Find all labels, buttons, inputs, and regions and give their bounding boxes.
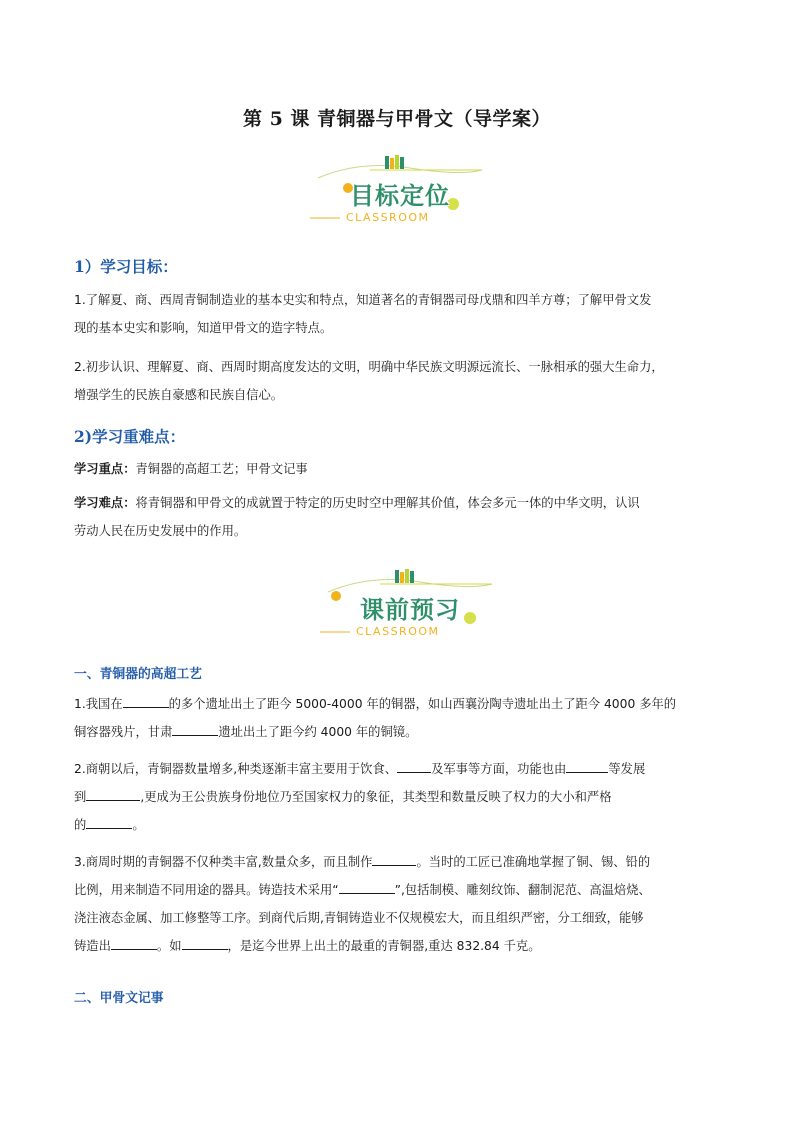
difficult-point-line2: 劳动人民在历史发展中的作用。 <box>74 524 247 538</box>
part-heading-bronze: 一、青铜器的高超工艺 <box>74 667 202 682</box>
key-point-label: 学习重点： <box>74 462 136 476</box>
goal-item-1-line2: 现的基本史实和影响，知道甲骨文的造字特点。 <box>74 321 333 335</box>
q1-text-a: 1.我国在 <box>74 697 123 711</box>
banner-subtitle: CLASSROOM <box>356 625 440 638</box>
fill-blank[interactable] <box>111 937 157 950</box>
banner-title: 目标定位 <box>350 182 450 210</box>
section-heading-keypoints: 2)学习重难点： <box>74 427 186 446</box>
q3-text-e: 浇注液态金属、加工修整等工序。到商代后期,青铜铸造业不仅规模宏大，而且组织严密，分工细致，能够 <box>74 911 644 925</box>
banner-subtitle: CLASSROOM <box>346 211 430 224</box>
difficult-point-line1: 将青铜器和甲骨文的成就置于特定的历史时空中理解其价值，体会多元一体的中华文明，认识 <box>135 496 640 510</box>
q1-text-b: 的多个遗址出土了距今 5000-4000 年的铜器，如山西襄汾陶寺遗址出土了距今 4000 多年的 <box>168 697 677 711</box>
goal-item-1 <box>74 286 724 342</box>
banner-target <box>300 148 500 230</box>
section-heading-goals: 1）学习目标： <box>74 257 178 276</box>
question-1 <box>74 690 724 746</box>
q3-text-c: 比例，用来制造不同用途的器具。铸造技术采用“ <box>74 883 339 897</box>
question-2 <box>74 755 724 839</box>
fill-blank[interactable] <box>372 853 416 866</box>
fill-blank[interactable] <box>86 816 132 829</box>
q2-text-d: 到 <box>74 790 87 804</box>
key-point-text: 青铜器的高超工艺；甲骨文记事 <box>135 462 308 476</box>
fill-blank[interactable] <box>86 788 140 801</box>
fill-blank[interactable] <box>172 723 218 736</box>
goal-item-1-line1: 1.了解夏、商、西周青铜制造业的基本史实和特点，知道著名的青铜器司母戊鼎和四羊方尊；了解甲骨文发 <box>74 293 652 307</box>
q3-text-h: ，是迄今世界上出土的最重的青铜器,重达 832.84 千克。 <box>227 939 541 953</box>
q2-text-a: 2.商朝以后，青铜器数量增多,种类逐渐丰富主要用于饮食、 <box>74 762 398 776</box>
key-point <box>74 455 724 483</box>
q1-text-d: 遗址出土了距今约 4000 年的铜镜。 <box>218 725 418 739</box>
q2-text-g: 。 <box>132 818 145 832</box>
q3-text-d: ”,包括制模、雕刻纹饰、翻制泥范、高温焙烧、 <box>394 883 651 897</box>
q2-text-c: 等发展 <box>608 762 646 776</box>
q3-text-f: 铸造出 <box>74 939 111 953</box>
q3-text-g: 。如 <box>156 939 182 953</box>
q1-text-c: 铜容器残片，甘肃 <box>74 725 173 739</box>
q2-text-e: ,更成为王公贵族身份地位乃至国家权力的象征，其类型和数量反映了权力的大小和严格 <box>140 790 612 804</box>
banner-preview <box>310 562 510 644</box>
q3-text-b: 。当时的工匠已准确地掌握了铜、锡、铅的 <box>416 855 651 869</box>
fill-blank[interactable] <box>339 881 395 894</box>
q2-text-b: 及军事等方面，功能也由 <box>431 762 567 776</box>
goal-item-2 <box>74 353 724 409</box>
q2-text-f: 的 <box>74 818 87 832</box>
banner-title: 课前预习 <box>360 596 460 624</box>
fill-blank[interactable] <box>182 937 228 950</box>
q3-text-a: 3.商周时期的青铜器不仅种类丰富,数量众多，而且制作 <box>74 855 373 869</box>
fill-blank[interactable] <box>123 695 169 708</box>
page-title: 第 5 课 青铜器与甲骨文（导学案） <box>242 108 552 130</box>
difficult-point-label: 学习难点： <box>74 496 136 510</box>
fill-blank[interactable] <box>397 760 431 773</box>
goal-item-2-line1: 2.初步认识、理解夏、商、西周时期高度发达的文明，明确中华民族文明源远流长、一脉相承的强大生命力， <box>74 360 664 374</box>
difficult-point <box>74 489 724 545</box>
goal-item-2-line2: 增强学生的民族自豪感和民族自信心。 <box>74 388 284 402</box>
part-heading-oracle: 二、甲骨文记事 <box>74 991 164 1006</box>
question-3 <box>74 848 724 960</box>
fill-blank[interactable] <box>566 760 608 773</box>
